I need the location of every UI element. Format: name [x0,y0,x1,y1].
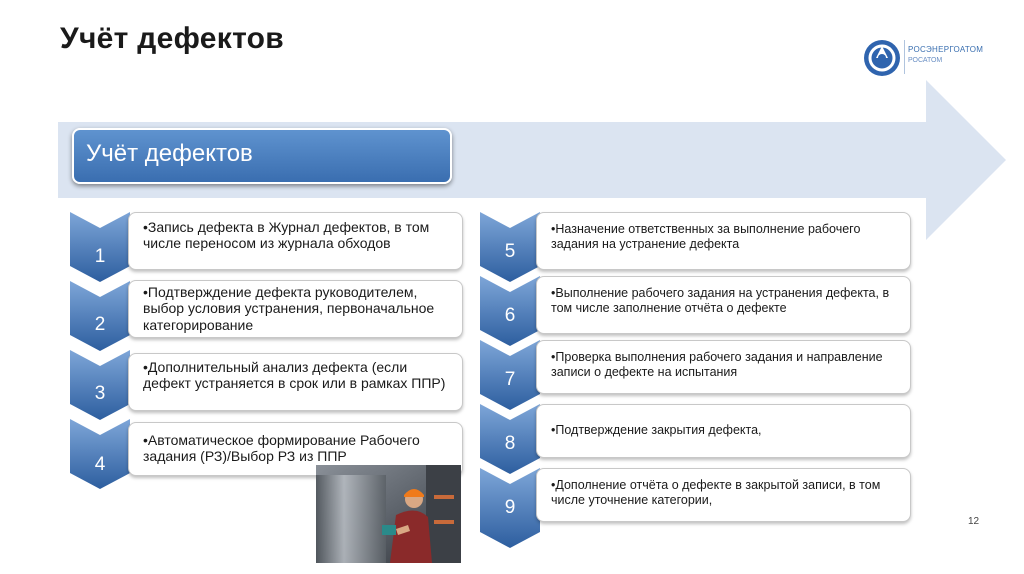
step-text: •Назначение ответственных за выполнение рабочего задания на устранение дефекта [551,222,861,251]
step-text: •Выполнение рабочего задания на устранения дефекта, в том числе заполнение отчёта о дефекте [551,286,890,315]
section-header-label: Учёт дефектов [86,140,253,167]
step-number: 1 [94,246,106,267]
logo-parent-name: РОСАТОМ [908,57,943,64]
step-card-1 [128,212,463,270]
step-card-7 [536,340,911,394]
step-text: •Подтверждение закрытия дефекта, [551,423,762,437]
step-text: •Автоматическое формирование Рабочего задания (РЗ)/Выбор РЗ из ППР [143,432,420,465]
step-number: 6 [504,305,516,326]
step-card-5 [536,212,911,270]
step-card-2 [128,280,463,338]
worker-photo [316,465,461,563]
step-text: •Дополнительный анализ дефекта (если дефект устраняется в срок или в рамках ППР) [143,359,446,392]
step-number: 3 [94,383,106,404]
step-text: •Подтверждение дефекта руководителем, выбор условия устранения, первоначальное категорирование [143,284,435,333]
step-number: 5 [504,241,516,262]
step-number: 7 [504,369,516,390]
step-text: •Дополнение отчёта о дефекте в закрытой записи, в том числе уточнение категории, [551,478,881,507]
slide-title: Учёт дефектов [60,22,285,55]
page-number: 12 [968,516,980,527]
step-text: •Запись дефекта в Журнал дефектов, в том числе переносом из журнала обходов [143,219,430,252]
step-card-3 [128,353,463,411]
step-card-6 [536,276,911,334]
step-number: 8 [504,433,516,454]
step-text: •Проверка выполнения рабочего задания и направление записи о дефекте на испытания [551,350,883,379]
step-card-8 [536,404,911,458]
step-number: 4 [94,454,106,475]
step-number: 2 [94,314,106,335]
logo-company-name: РОСЭНЕРГОАТОМ [908,45,984,54]
step-card-9 [536,468,911,522]
step-number: 9 [504,497,516,518]
